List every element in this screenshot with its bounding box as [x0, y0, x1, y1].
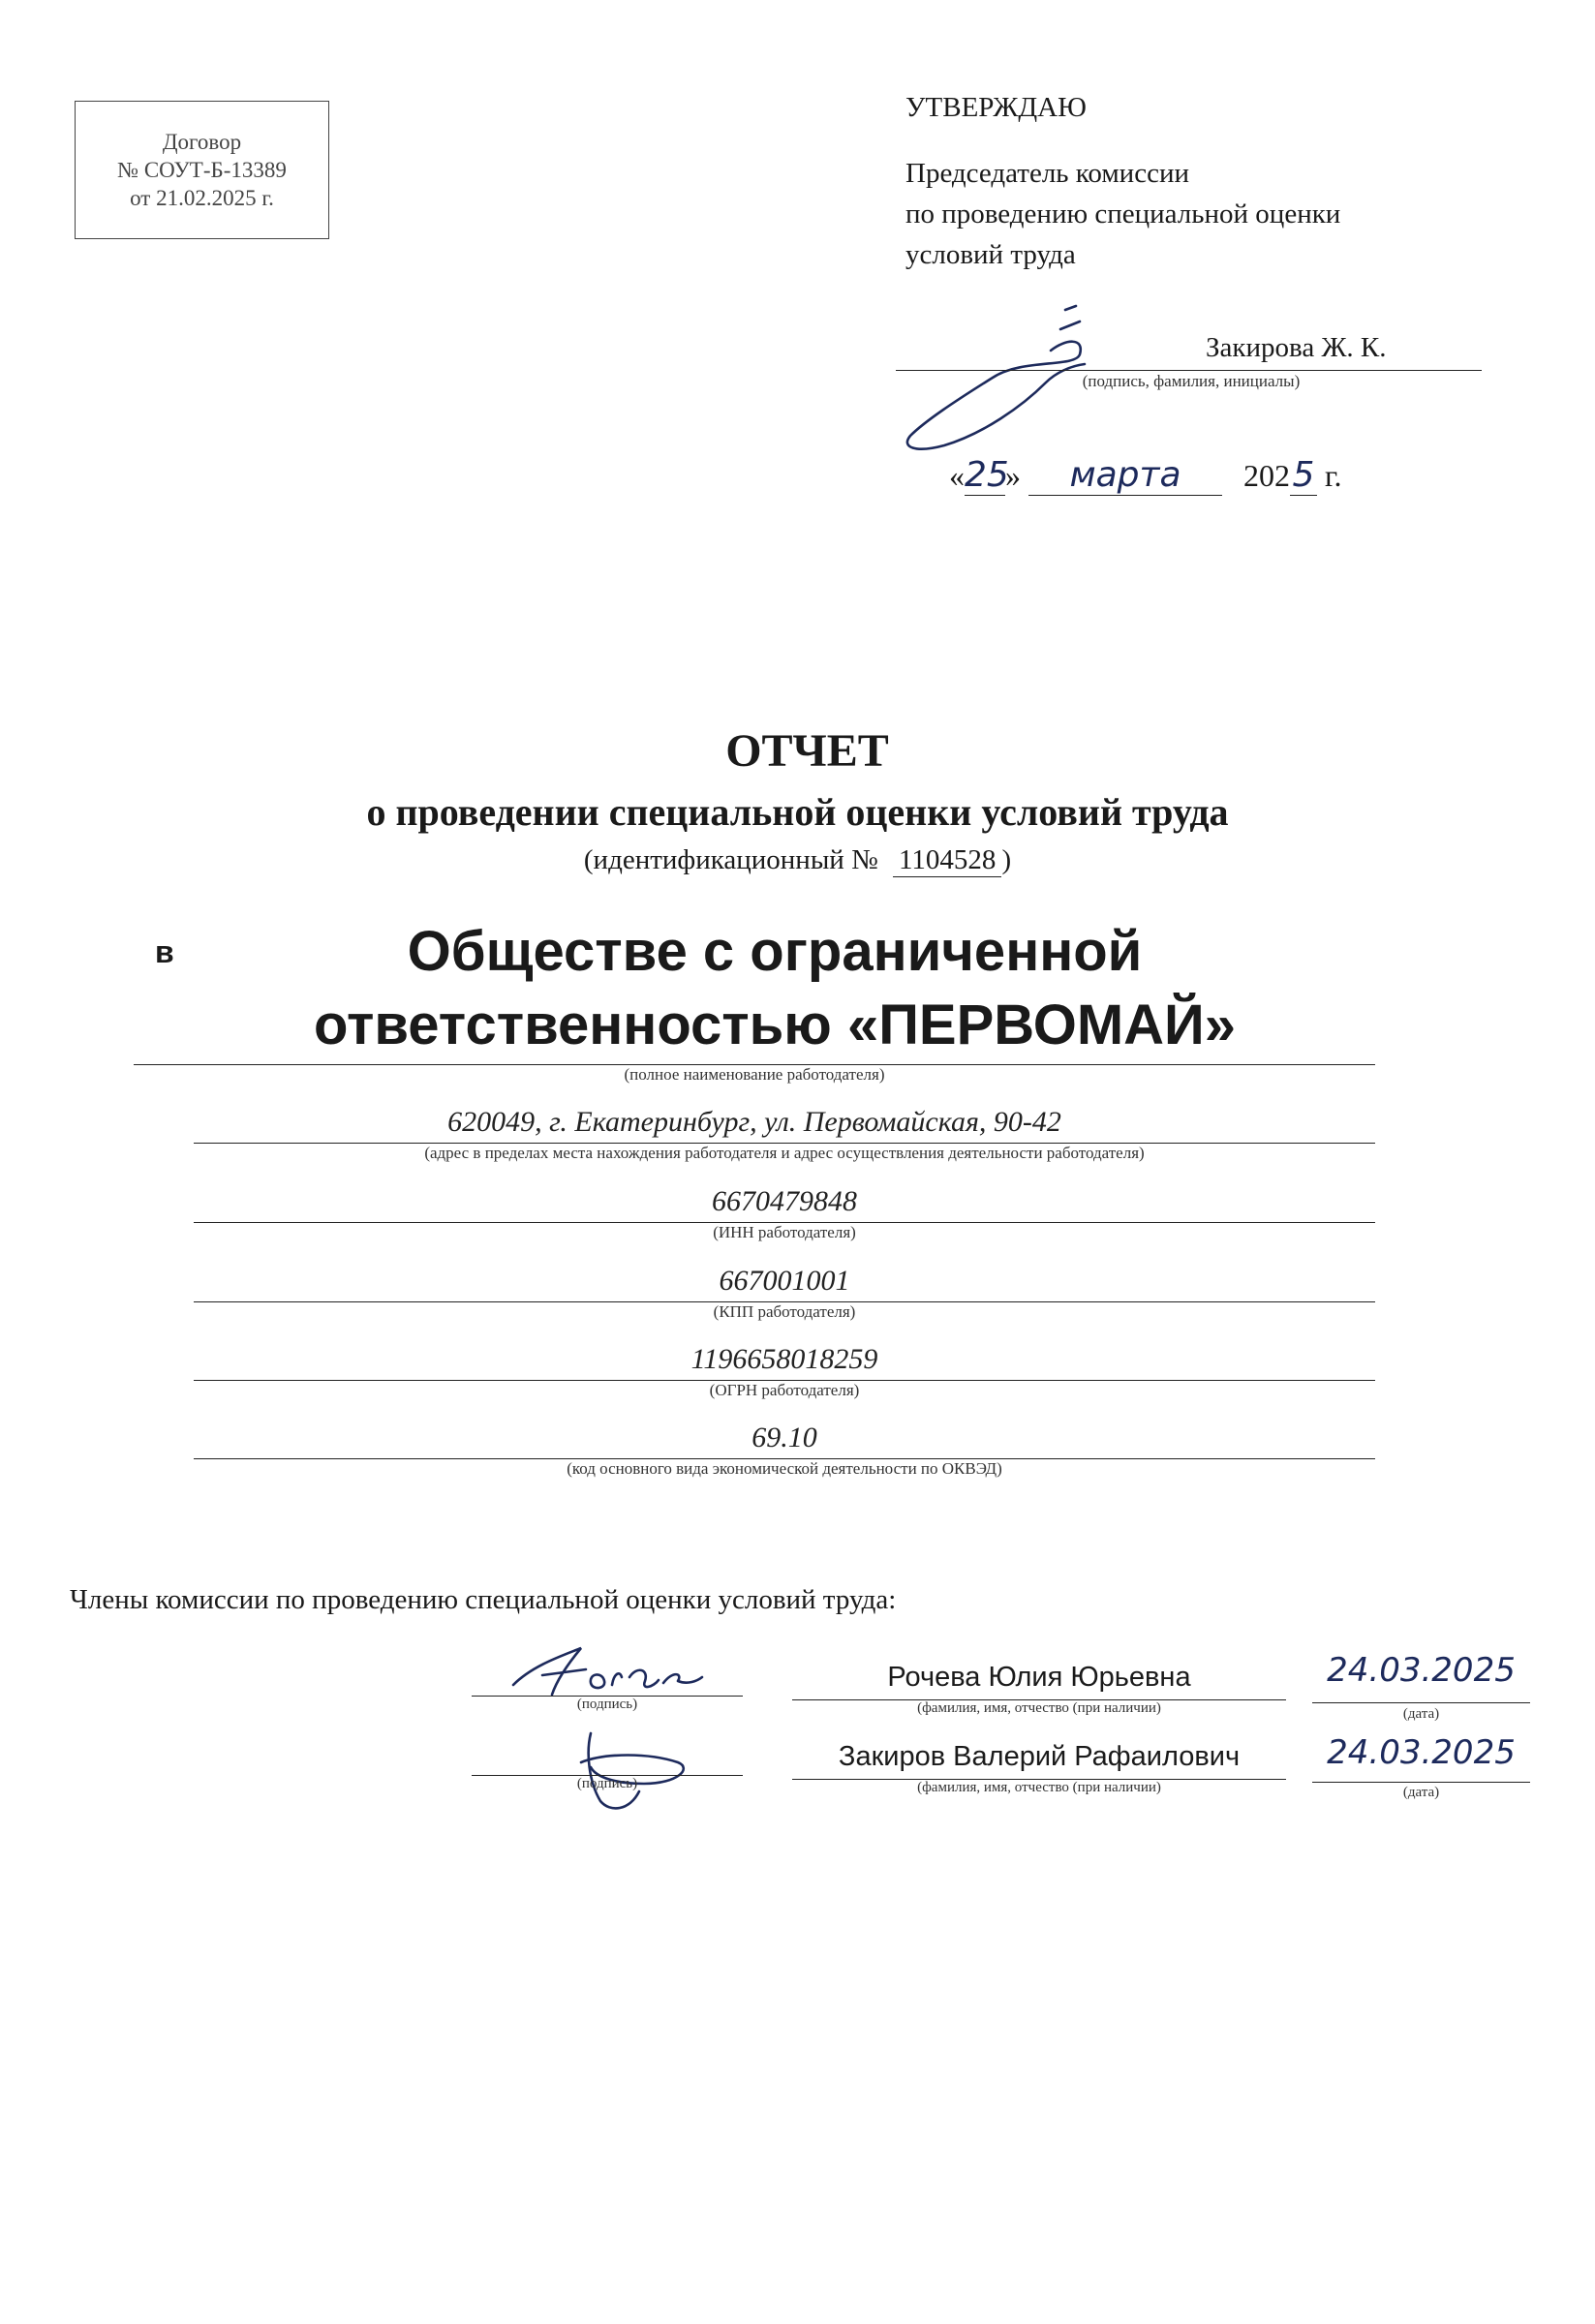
approval-signature-line: [896, 370, 1482, 371]
date-day: 25: [965, 455, 1009, 495]
date-suffix: г.: [1325, 458, 1342, 493]
ogrn-caption: (ОГРН работодателя): [709, 1381, 860, 1399]
report-title: ОТЧЕТ: [725, 725, 889, 777]
member1-date: 24.03.2025: [1327, 1651, 1516, 1690]
report-id-prefix: (идентификационный №: [583, 844, 878, 875]
member1-name: Рочева Юлия Юрьевна: [887, 1662, 1191, 1693]
employer-prefix: в: [155, 934, 174, 969]
report-id-suffix: ): [1001, 844, 1012, 875]
employer-kpp: 667001001: [719, 1265, 850, 1297]
date-month: марта: [1028, 455, 1222, 496]
employer-name-line2: ответственностью «ПЕРВОМАЙ»: [314, 994, 1236, 1056]
member1-date-line: [1312, 1702, 1530, 1703]
date-open-quote: «: [949, 458, 965, 493]
approval-position-line1: Председатель комиссии: [905, 158, 1189, 189]
member1-signature: [484, 1627, 707, 1704]
contract-label: Договор: [162, 130, 242, 154]
employer-name-line1: Обществе с ограниченной: [407, 920, 1143, 983]
approval-heading: УТВЕРЖДАЮ: [905, 92, 1087, 123]
contract-date: от 21.02.2025 г.: [130, 186, 274, 210]
member2-date-caption: (дата): [1402, 1785, 1440, 1800]
member2-name-caption: (фамилия, имя, отчество (при наличии): [917, 1780, 1161, 1795]
approval-name: Закирова Ж. К.: [1206, 332, 1387, 363]
approval-position-line3: условий труда: [905, 239, 1076, 270]
inn-caption: (ИНН работодателя): [713, 1223, 856, 1241]
kpp-caption: (КПП работодателя): [713, 1302, 856, 1321]
report-id-number: 1104528: [893, 844, 1001, 877]
address-caption: (адрес в пределах места нахождения работодателя и адрес осуществления деятельности работодателя): [424, 1144, 1145, 1162]
approval-position-line2: по проведению специальной оценки: [905, 199, 1341, 229]
approval-date: [949, 455, 1342, 496]
date-close-quote: »: [1005, 458, 1021, 493]
employer-inn: 6670479848: [712, 1185, 857, 1217]
employer-name: [194, 915, 1356, 1062]
employer-name-caption: (полное наименование работодателя): [624, 1065, 885, 1084]
contract-number: № СОУТ-Б-13389: [117, 158, 287, 182]
member1-name-caption: (фамилия, имя, отчество (при наличии): [917, 1700, 1161, 1716]
approval-position: [905, 153, 1340, 275]
member1-signature-caption: (подпись): [576, 1697, 638, 1712]
commission-heading: Члены комиссии по проведению специальной оценки условий труда:: [70, 1584, 897, 1615]
report-subtitle: о проведении специальной оценки условий труда: [366, 790, 1229, 834]
contract-box: [75, 101, 329, 239]
date-year-digit: 5: [1290, 455, 1317, 496]
employer-address: 620049, г. Екатеринбург, ул. Первомайская, 90-42: [447, 1106, 1061, 1138]
member2-signature: [562, 1724, 697, 1820]
member1-date-caption: (дата): [1402, 1706, 1440, 1722]
member2-signature-caption: (подпись): [576, 1776, 638, 1791]
employer-okved: 69.10: [751, 1422, 817, 1453]
okved-caption: (код основного вида экономической деятельности по ОКВЭД): [567, 1459, 1002, 1478]
member2-date: 24.03.2025: [1327, 1733, 1516, 1772]
member2-name: Закиров Валерий Рафаилович: [838, 1741, 1241, 1772]
approval-caption: (подпись, фамилия, инициалы): [1082, 372, 1301, 390]
report-id: [0, 844, 1595, 877]
employer-ogrn: 1196658018259: [690, 1343, 878, 1375]
date-year-prefix: 202: [1243, 458, 1290, 493]
member2-date-line: [1312, 1782, 1530, 1783]
